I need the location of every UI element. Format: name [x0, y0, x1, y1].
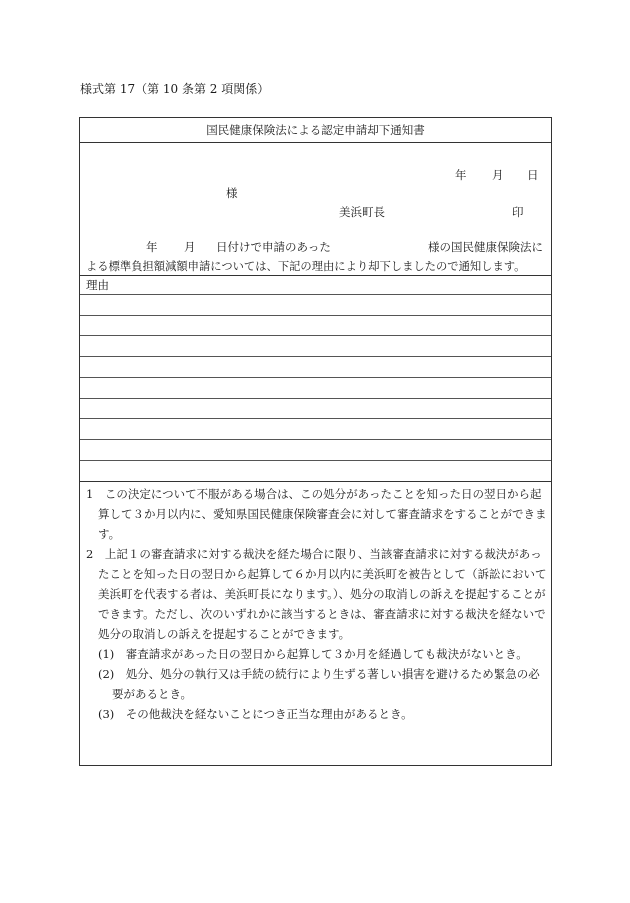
reason-label: 理由: [86, 278, 109, 292]
note-line: 処分の取消しの訴えを提起することができます。: [98, 627, 351, 641]
body-month-label: 月: [184, 240, 196, 254]
reason-rule: [80, 356, 551, 357]
divider-notes-top: [80, 481, 551, 482]
date-year-label: 年: [455, 168, 467, 182]
form-number: 様式第 17（第 10 条第 2 項関係）: [80, 82, 270, 96]
reason-rule: [80, 418, 551, 419]
note-line: 算して３か月以内に、愛知県国民健康保険審査会に対して審査請求をすることができま: [98, 507, 547, 521]
note-line: す。: [98, 527, 121, 541]
body-year-label: 年: [146, 240, 158, 254]
addressee-suffix: 様: [226, 186, 238, 200]
note-line: たことを知った日の翌日から起算して６か月以内に美浜町を被告として（訴訟において: [98, 567, 547, 581]
note-line: 1 この決定について不服がある場合は、この処分があったことを知った日の翌日から起: [86, 487, 542, 501]
reason-rule: [80, 377, 551, 378]
note-line: できます。ただし、次のいずれかに該当するときは、審査請求に対する裁決を経ないで: [98, 607, 546, 621]
reason-rule: [80, 398, 551, 399]
body-date-suffix: 日付けで申請のあった: [216, 240, 331, 254]
note-line: 美浜町を代表する者は、美浜町長になります。）、処分の取消しの訴えを提起することが: [98, 587, 546, 601]
note-line: (1) 審査請求があった日の翌日から起算して３か月を経過しても裁決がないとき。: [98, 647, 528, 661]
note-line: 2 上記１の審査請求に対する裁決を経た場合に限り、当該審査請求に対する裁決があっ: [86, 547, 542, 561]
reason-rule: [80, 439, 551, 440]
notice-frame: [79, 117, 552, 766]
seal-mark: 印: [512, 205, 524, 219]
date-month-label: 月: [492, 168, 504, 182]
reason-rule: [80, 315, 551, 316]
date-day-label: 日: [527, 168, 539, 182]
issuer-name: 美浜町長: [339, 205, 385, 219]
note-line: 要があるとき。: [112, 687, 193, 701]
body-text-line-2: よる標準負担額減額申請については、下記の理由により却下しましたので通知します。: [86, 260, 526, 273]
document-title: 国民健康保険法による認定申請却下通知書: [80, 118, 551, 143]
body-sama-tail: 様の国民健康保険法に: [428, 240, 543, 254]
reason-rule: [80, 460, 551, 461]
reason-rule: [80, 335, 551, 336]
note-line: (3) その他裁決を経ないことにつき正当な理由があるとき。: [98, 707, 413, 721]
reason-rule: [80, 294, 551, 295]
note-line: (2) 処分、処分の執行又は手続の続行により生ずる著しい損害を避けるため緊急の必: [98, 667, 540, 681]
divider-reason-top: [80, 275, 551, 276]
